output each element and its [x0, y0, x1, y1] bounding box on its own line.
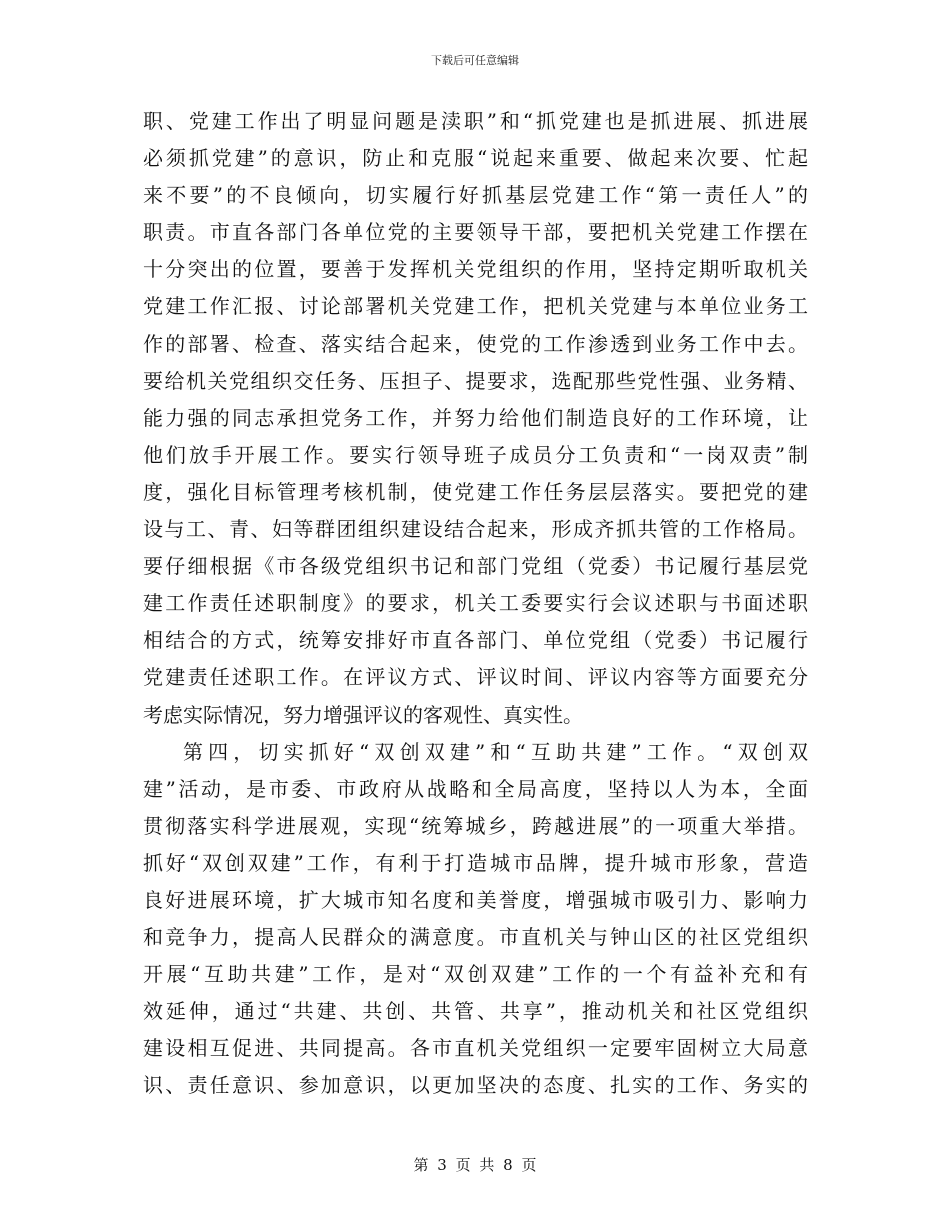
text-line: 建设相互促进、共同提高。各市直机关党组织一定要牢固树立大局意 — [143, 1036, 808, 1061]
text-line: 十分突出的位置，要善于发挥机关党组织的作用，坚持定期听取机关 — [143, 257, 808, 282]
page-number: 第 3 页 共 8 页 — [413, 1156, 537, 1174]
text-line: 建工作责任述职制度》的要求，机关工委要实行会议述职与书面述职 — [143, 591, 808, 616]
text-line: 要仔细根据《市各级党组织书记和部门党组（党委）书记履行基层党 — [143, 554, 808, 579]
text-line: 必须抓党建”的意识，防止和克服“说起来重要、做起来次要、忙起 — [143, 146, 808, 171]
text-line: 设与工、青、妇等群团组织建设结合起来，形成齐抓共管的工作格局。 — [143, 517, 808, 542]
text-line: 职责。市直各部门各单位党的主要领导干部，要把机关党建工作摆在 — [143, 220, 808, 245]
text-line: 度，强化目标管理考核机制，使党建工作任务层层落实。要把党的建 — [143, 479, 808, 504]
text-line: 效延伸，通过“共建、共创、共管、共享”，推动机关和社区党组织 — [143, 999, 808, 1024]
text-line: 相结合的方式，统筹安排好市直各部门、单位党组（党委）书记履行 — [143, 628, 808, 653]
text-line: 识、责任意识、参加意识，以更加坚决的态度、扎实的工作、务实的 — [143, 1073, 808, 1098]
text-line: 党建责任述职工作。在评议方式、评议时间、评议内容等方面要充分 — [143, 665, 808, 690]
text-line: 良好进展环境，扩大城市知名度和美誉度，增强城市吸引力、影响力 — [143, 887, 808, 912]
text-line: 职、党建工作出了明显问题是渎职”和“抓党建也是抓进展、抓进展 — [143, 109, 808, 133]
page-header: 下载后可任意编辑 — [431, 54, 519, 67]
text-line: 要给机关党组织交任务、压担子、提要求，选配那些党性强、业务精、 — [143, 368, 808, 393]
text-line: 来不要”的不良倾向，切实履行好抓基层党建工作“第一责任人”的 — [143, 183, 808, 208]
text-line: 能力强的同志承担党务工作，并努力给他们制造良好的工作环境，让 — [143, 405, 808, 430]
document-body — [143, 103, 808, 1105]
text-line: 开展“互助共建”工作，是对“双创双建”工作的一个有益补充和有 — [143, 962, 808, 987]
text-line: 抓好“双创双建”工作，有利于打造城市品牌，提升城市形象，营造 — [143, 850, 808, 875]
text-line: 和竞争力，提高人民群众的满意度。市直机关与钟山区的社区党组织 — [143, 925, 808, 950]
paragraph-end-line: 考虑实际情况，努力增强评议的客观性、真实性。 — [143, 702, 583, 727]
text-line: 贯彻落实科学进展观，实现“统筹城乡，跨越进展”的一项重大举措。 — [143, 813, 808, 838]
text-line: 他们放手开展工作。要实行领导班子成员分工负责和“一岗双责”制 — [143, 442, 808, 467]
text-line: 党建工作汇报、讨论部署机关党建工作，把机关党建与本单位业务工 — [143, 294, 808, 319]
paragraph-start-line: 第四，切实抓好“双创双建”和“互助共建”工作。“双创双 — [183, 739, 808, 764]
text-line: 建”活动，是市委、市政府从战略和全局高度，坚持以人为本，全面 — [143, 776, 808, 801]
text-line: 作的部署、检查、落实结合起来，使党的工作渗透到业务工作中去。 — [143, 331, 808, 356]
